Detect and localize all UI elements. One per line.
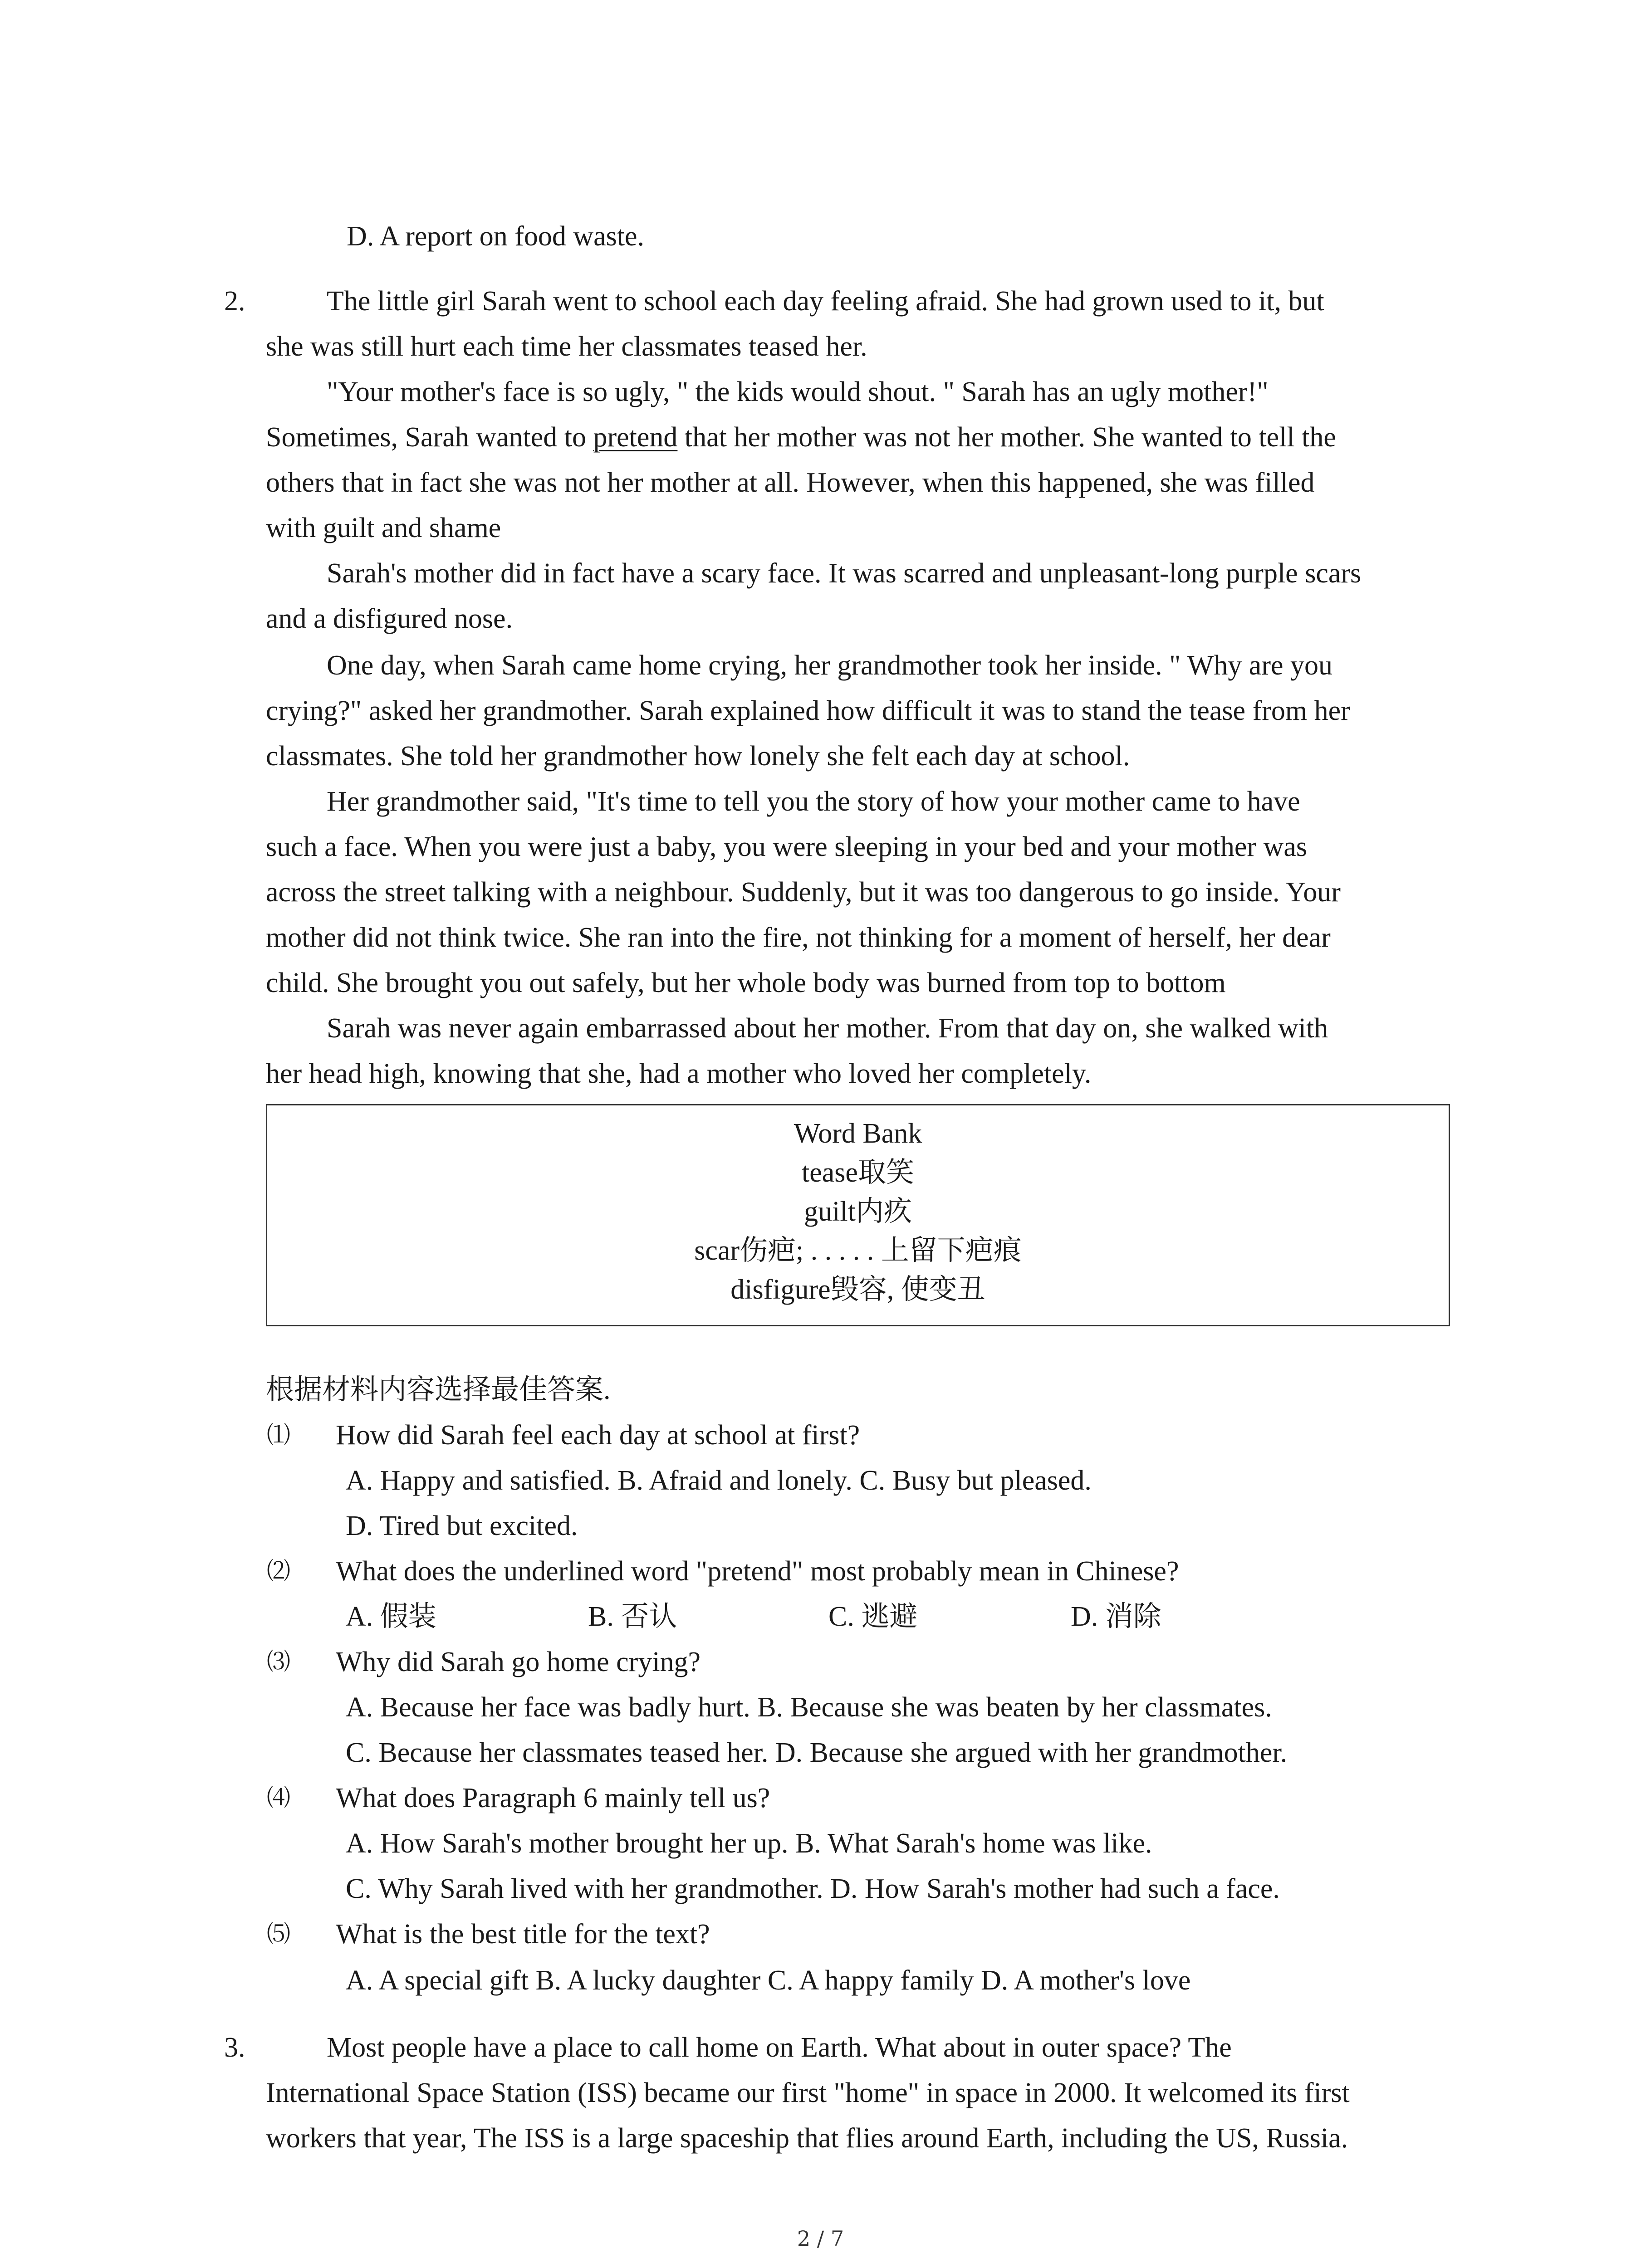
- question-text: What does Paragraph 6 mainly tell us?: [336, 1783, 770, 1813]
- word-bank-entry: disfigure毁容, 使变丑: [730, 1274, 985, 1305]
- question-number: ⑸: [267, 1921, 291, 1948]
- q2-line-3: "Your mother's face is so ugly, " the kids would shout. " Sarah has an ugly mother!": [327, 376, 1269, 407]
- page-number: 2 / 7: [797, 2226, 844, 2251]
- q2-line-17: Sarah was never again embarrassed about her mother. From that day on, she walked with: [327, 1013, 1328, 1044]
- question-options: A. A special gift B. A lucky daughter C. A happy family D. A mother's love: [346, 1965, 1191, 1996]
- option-c: C. 逃避: [828, 1601, 918, 1632]
- word-bank-title: Word Bank: [794, 1118, 922, 1149]
- word-bank-entry: scar伤疤; . . . . . 上留下疤痕: [694, 1235, 1022, 1266]
- question-text: How did Sarah feel each day at school at first?: [336, 1420, 860, 1451]
- question-options: A. Happy and satisfied. B. Afraid and lonely. C. Busy but pleased.: [346, 1465, 1092, 1496]
- question-options: A. Because her face was badly hurt. B. Because she was beaten by her classmates.: [346, 1692, 1272, 1723]
- q2-number: 2.: [224, 286, 245, 317]
- q3-line-3: workers that year, The ISS is a large spaceship that flies around Earth, including the US, Russia.: [266, 2123, 1348, 2154]
- q1-option-d: D. A report on food waste.: [347, 221, 645, 252]
- q2-line-15: mother did not think twice. She ran into the fire, not thinking for a moment of herself, her dear: [266, 922, 1331, 953]
- q2-line-10: crying?" asked her grandmother. Sarah explained how difficult it was to stand the tease from her: [266, 695, 1350, 726]
- question-options: C. Why Sarah lived with her grandmother. D. How Sarah's mother had such a face.: [346, 1873, 1280, 1904]
- q2-line-18: her head high, knowing that she, had a mother who loved her completely.: [266, 1058, 1092, 1089]
- q2-line-8: and a disfigured nose.: [266, 603, 513, 634]
- option-b: B. 否认: [588, 1601, 677, 1632]
- q2-line-6: with guilt and shame: [266, 513, 501, 543]
- question-options: C. Because her classmates teased her. D. Because she argued with her grandmother.: [346, 1737, 1288, 1768]
- word-bank-entry: tease取笑: [802, 1157, 914, 1188]
- question-number: ⑷: [267, 1784, 291, 1812]
- question-options: D. Tired but excited.: [346, 1510, 578, 1541]
- option-a: A. 假装: [346, 1601, 436, 1632]
- q2-line-4-b: that her mother was not her mother. She wanted to tell the: [677, 422, 1336, 453]
- question-text: What is the best title for the text?: [336, 1919, 710, 1950]
- q2-line-2: she was still hurt each time her classmates teased her.: [266, 331, 867, 362]
- word-bank-box: [266, 1104, 1450, 1326]
- q3-number: 3.: [224, 2032, 245, 2063]
- q2-line-7: Sarah's mother did in fact have a scary face. It was scarred and unpleasant-long purple scars: [327, 558, 1362, 589]
- question-text: What does the underlined word "pretend" most probably mean in Chinese?: [336, 1556, 1179, 1587]
- q2-line-4: [266, 420, 1336, 455]
- instruction: 根据材料内容选择最佳答案.: [266, 1374, 611, 1405]
- q3-line-1: Most people have a place to call home on Earth. What about in outer space? The: [327, 2032, 1232, 2063]
- word-bank-entry: guilt内疚: [804, 1196, 912, 1227]
- q2-line-16: child. She brought you out safely, but her whole body was burned from top to bottom: [266, 968, 1226, 998]
- q2-line-9: One day, when Sarah came home crying, her grandmother took her inside. " Why are you: [327, 650, 1332, 681]
- q2-line-4-a: Sometimes, Sarah wanted to: [266, 422, 593, 453]
- underlined-word-pretend: pretend: [593, 422, 678, 453]
- q2-line-12: Her grandmother said, "It's time to tell you the story of how your mother came to have: [327, 786, 1300, 817]
- q3-line-2: International Space Station (ISS) became our first "home" in space in 2000. It welcomed its first: [266, 2077, 1350, 2108]
- q2-line-1: The little girl Sarah went to school each day feeling afraid. She had grown used to it, but: [327, 286, 1324, 317]
- question-number: ⑶: [267, 1648, 291, 1676]
- q2-line-14: across the street talking with a neighbour. Suddenly, but it was too dangerous to go inside. Your: [266, 877, 1341, 908]
- q2-line-11: classmates. She told her grandmother how lonely she felt each day at school.: [266, 741, 1130, 772]
- q2-line-5: others that in fact she was not her mother at all. However, when this happened, she was filled: [266, 467, 1315, 498]
- question-number: ⑵: [267, 1558, 291, 1585]
- q2-line-13: such a face. When you were just a baby, you were sleeping in your bed and your mother was: [266, 831, 1307, 862]
- question-text: Why did Sarah go home crying?: [336, 1647, 701, 1677]
- option-d: D. 消除: [1071, 1601, 1161, 1632]
- question-options: A. How Sarah's mother brought her up. B. What Sarah's home was like.: [346, 1828, 1152, 1859]
- question-number: ⑴: [267, 1422, 291, 1449]
